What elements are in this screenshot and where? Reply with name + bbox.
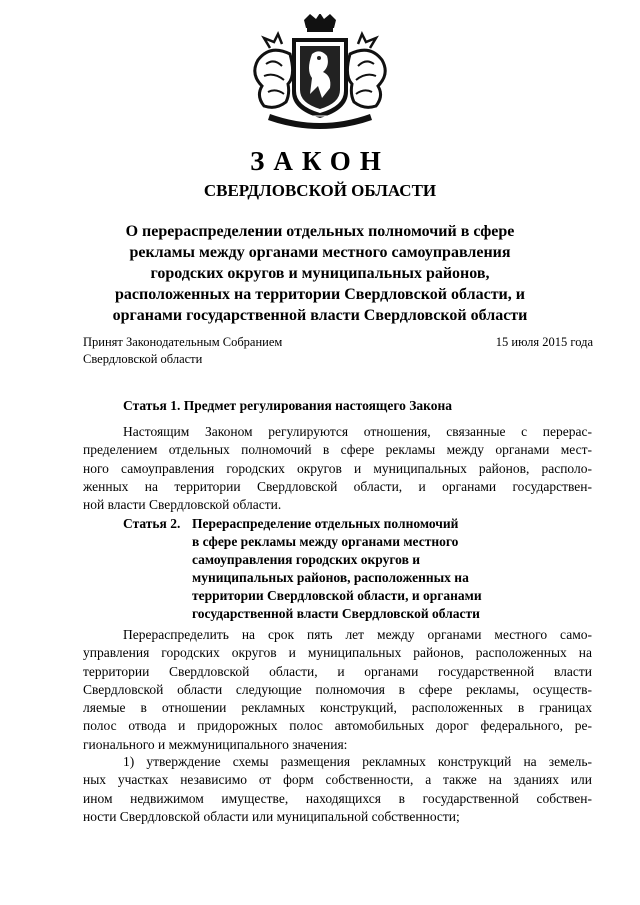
region-title: СВЕРДЛОВСКОЙ ОБЛАСТИ (203, 181, 437, 200)
subject-line: органами государственной власти Свердловской области (112, 307, 528, 324)
adoption-line: Принят Законодательным Собранием (83, 335, 283, 349)
text-line: пределением отдельных полномочий в сфере рекламы между органами мест- (83, 442, 592, 458)
title-line: самоуправления городских округов и (192, 552, 421, 567)
text-line: Настоящим Законом регулируются отношения, связанные с перерас- (123, 424, 592, 439)
text-line: гионального и межмуниципального значения: (83, 736, 348, 752)
title-line: Перераспределение отдельных полномочий (192, 516, 459, 531)
law-subject (80, 221, 560, 326)
law-title: ЗАКОН (250, 146, 390, 176)
article-2-label: Статья 2. (123, 516, 181, 531)
subject-line: расположенных на территории Свердловской области, и (115, 286, 525, 303)
text-line: Перераспределить на срок пять лет между органами местного само- (123, 627, 592, 642)
title-line: территории Свердловской области, и органами (192, 588, 482, 603)
article-1-title: Статья 1. Предмет регулирования настоящего Закона (123, 398, 452, 413)
text-line: ляемые в отношении рекламных конструкций, расположенных в границах (83, 700, 592, 716)
title-line: в сфере рекламы между органами местного (192, 534, 459, 549)
text-line: ности Свердловской области или муниципальной собственности; (83, 808, 460, 824)
text-line: Свердловской области следующие полномочия в сфере рекламы, осуществ- (83, 681, 592, 697)
subject-line: городских округов и муниципальных районов, (150, 265, 490, 282)
article-1-paragraph (83, 423, 592, 514)
adoption-date: 15 июля 2015 года (495, 335, 593, 349)
sverdlovsk-coat-of-arms-icon (230, 14, 410, 132)
article-2-item-1 (83, 753, 592, 826)
text-line: ных участках независимо от форм собственности, а также на зданиях или (83, 772, 592, 788)
text-line: ного самоуправления городских округов и муниципальных районов, располо- (83, 460, 592, 476)
adoption-line: Свердловской области (83, 352, 203, 366)
subject-line: О перераспределении отдельных полномочий в сфере (125, 223, 515, 240)
title-line: государственной власти Свердловской области (192, 606, 480, 621)
text-line: женных на территории Свердловской области, и органами государствен- (83, 478, 592, 494)
adoption-body (83, 334, 282, 368)
text-line: территории Свердловской области, и органами государственной власти (83, 663, 592, 679)
article-2-paragraph (83, 626, 592, 754)
title-line: муниципальных районов, расположенных на (192, 570, 469, 585)
text-line: полос отвода и придорожных полос автомобильных дорог федерального, ре- (83, 718, 592, 734)
subject-line: рекламы между органами местного самоуправления (129, 244, 511, 261)
text-line: 1) утверждение схемы размещения рекламных конструкций на земель- (123, 754, 592, 769)
text-line: управления городских округов и муниципальных районов, расположенных на (83, 645, 592, 661)
text-line: ином недвижимом имуществе, находящихся в государственной собствен- (83, 790, 592, 806)
article-2-title (192, 515, 482, 623)
text-line: ной власти Свердловской области. (83, 497, 282, 513)
